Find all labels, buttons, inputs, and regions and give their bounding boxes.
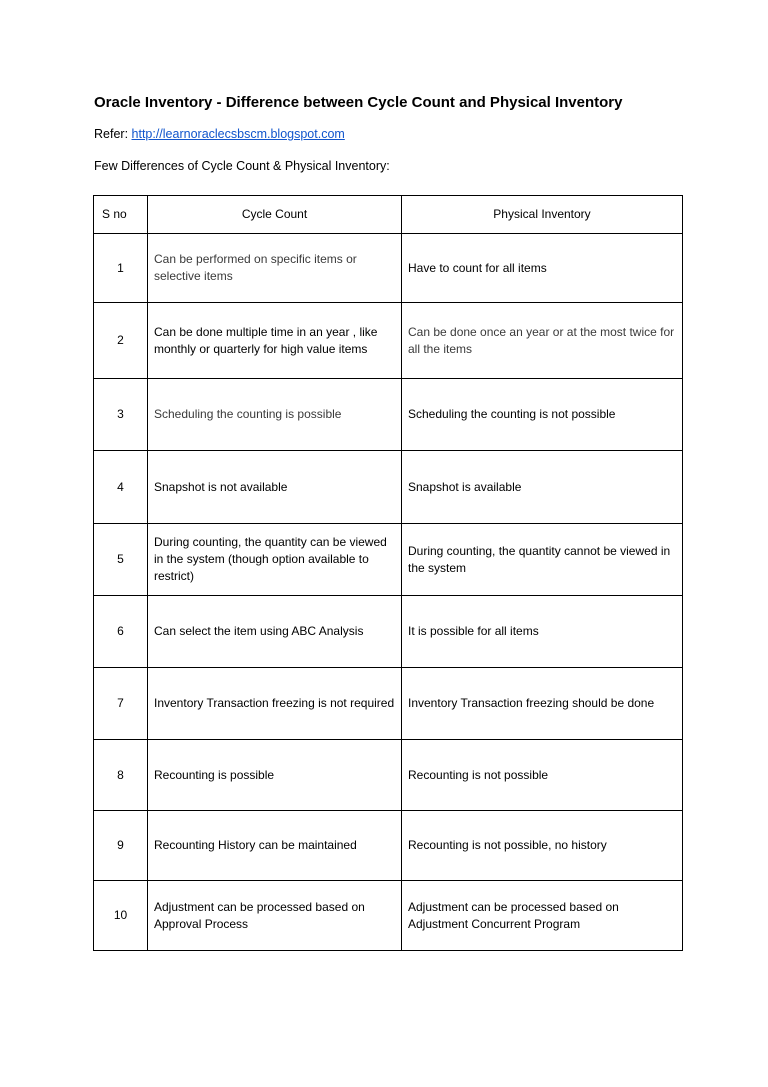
cycle-count-cell: Recounting is possible [148, 740, 402, 811]
table-row [94, 668, 683, 740]
cycle-count-cell: During counting, the quantity can be viewed in the system (though option available to restrict) [148, 524, 402, 596]
refer-link[interactable]: http://learnoraclecsbscm.blogspot.com [131, 127, 345, 141]
cycle-count-cell: Inventory Transaction freezing is not required [148, 668, 402, 740]
refer-label: Refer: [94, 127, 132, 141]
cycle-count-cell: Can select the item using ABC Analysis [148, 596, 402, 668]
cycle-count-cell: Can be done multiple time in an year , like monthly or quarterly for high value items [148, 303, 402, 379]
physical-inventory-cell: Can be done once an year or at the most twice for all the items [402, 303, 683, 379]
row-number: 4 [94, 451, 148, 524]
table-row [94, 234, 683, 303]
header-sno: S no [94, 196, 148, 234]
physical-inventory-cell: It is possible for all items [402, 596, 683, 668]
table-row [94, 811, 683, 881]
table-row [94, 596, 683, 668]
physical-inventory-cell: Have to count for all items [402, 234, 683, 303]
row-number: 2 [94, 303, 148, 379]
table-row [94, 881, 683, 951]
physical-inventory-cell: Recounting is not possible, no history [402, 811, 683, 881]
table-row [94, 740, 683, 811]
table-row [94, 451, 683, 524]
row-number: 6 [94, 596, 148, 668]
header-cycle-count: Cycle Count [148, 196, 402, 234]
page-title: Oracle Inventory - Difference between Cycle Count and Physical Inventory [94, 94, 623, 111]
table-header-row [94, 196, 683, 234]
table-row [94, 524, 683, 596]
comparison-table [93, 195, 683, 951]
physical-inventory-cell: During counting, the quantity cannot be viewed in the system [402, 524, 683, 596]
physical-inventory-cell: Adjustment can be processed based on Adjustment Concurrent Program [402, 881, 683, 951]
physical-inventory-cell: Snapshot is available [402, 451, 683, 524]
row-number: 8 [94, 740, 148, 811]
cycle-count-cell: Snapshot is not available [148, 451, 402, 524]
row-number: 10 [94, 881, 148, 951]
row-number: 5 [94, 524, 148, 596]
table-row [94, 303, 683, 379]
cycle-count-cell: Can be performed on specific items or selective items [148, 234, 402, 303]
cycle-count-cell: Recounting History can be maintained [148, 811, 402, 881]
row-number: 7 [94, 668, 148, 740]
physical-inventory-cell: Recounting is not possible [402, 740, 683, 811]
table-row [94, 379, 683, 451]
row-number: 9 [94, 811, 148, 881]
intro-text: Few Differences of Cycle Count & Physical Inventory: [94, 159, 390, 173]
cycle-count-cell: Adjustment can be processed based on Approval Process [148, 881, 402, 951]
header-physical-inventory: Physical Inventory [402, 196, 683, 234]
row-number: 1 [94, 234, 148, 303]
refer-line [94, 127, 345, 141]
physical-inventory-cell: Scheduling the counting is not possible [402, 379, 683, 451]
row-number: 3 [94, 379, 148, 451]
physical-inventory-cell: Inventory Transaction freezing should be done [402, 668, 683, 740]
cycle-count-cell: Scheduling the counting is possible [148, 379, 402, 451]
